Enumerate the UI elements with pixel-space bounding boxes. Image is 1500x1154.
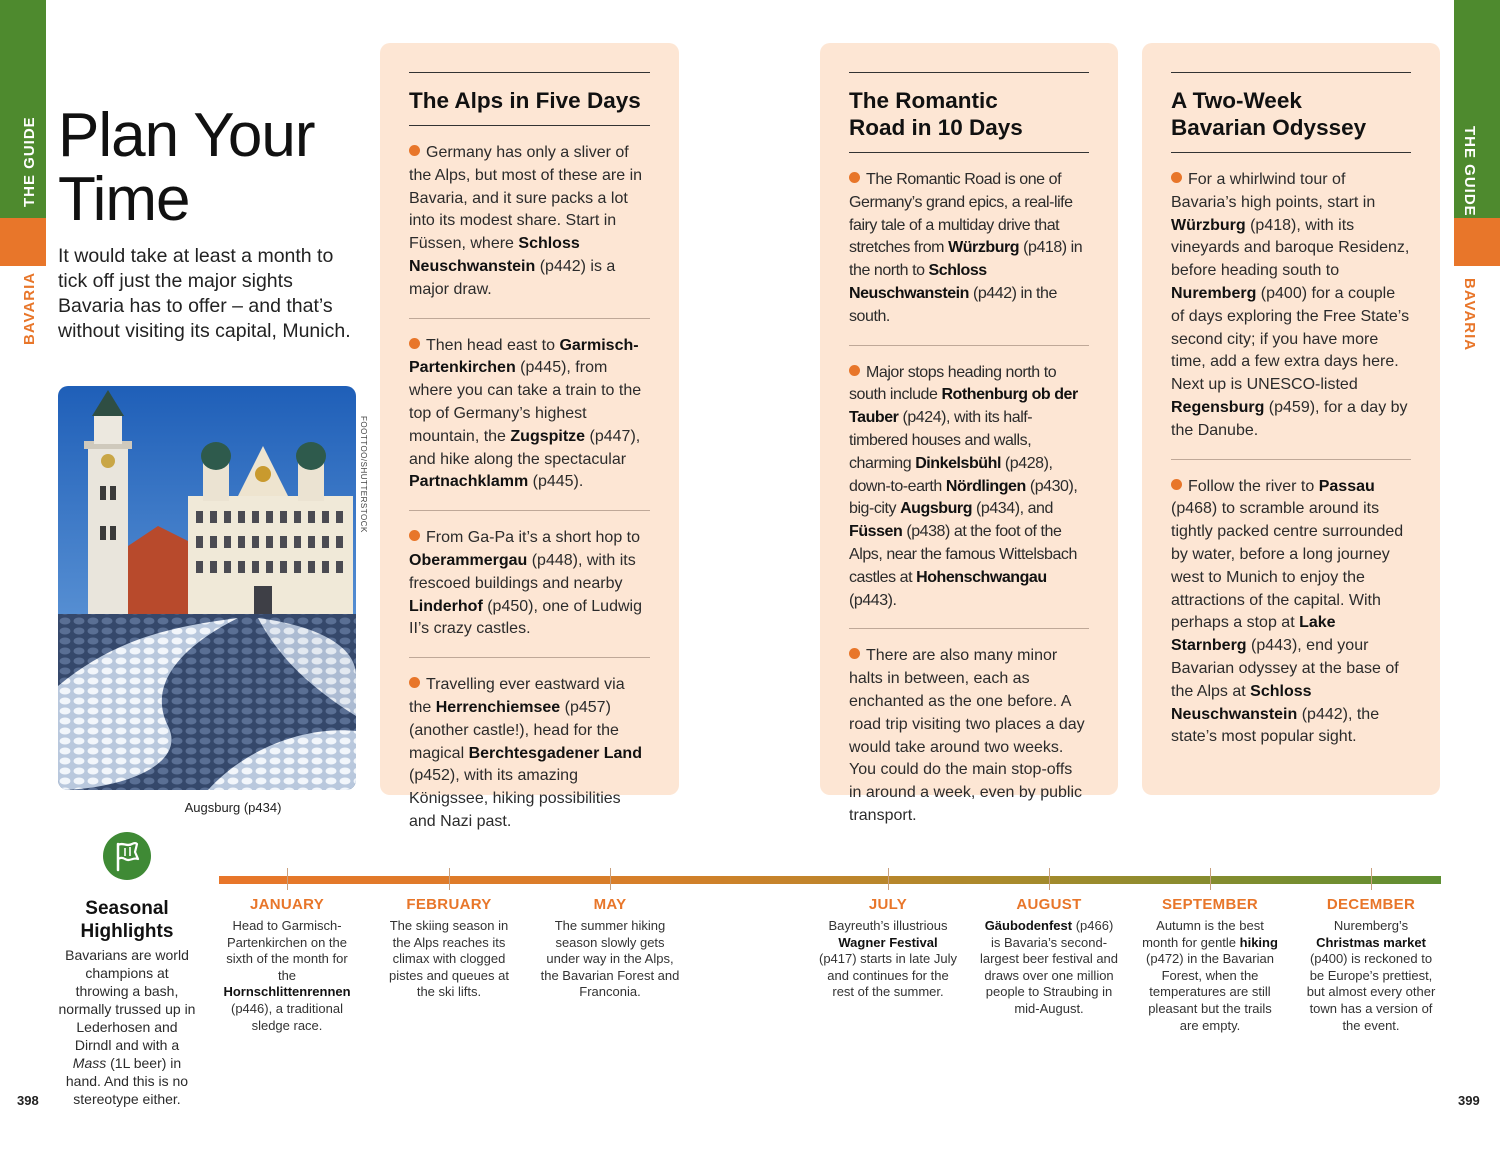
month-name: MAY bbox=[593, 896, 627, 913]
card-romantic-title: The Romantic Road in 10 Days bbox=[849, 72, 1089, 153]
page-number-right: 399 bbox=[1458, 1093, 1480, 1108]
seasonal-title: Seasonal Highlights bbox=[80, 898, 174, 942]
left-section-tab bbox=[0, 218, 46, 266]
timeline-tick bbox=[888, 868, 889, 890]
timeline-tick bbox=[1210, 868, 1211, 890]
photo-credit: FOOTTOO/SHUTTERSTOCK bbox=[359, 416, 368, 533]
card-alps-para-2: Then head east to Garmisch-Partenkirchen (p445), from where you can take a train to the top of Germany’s highest mountain, the Zugspitze (p447), and hike along the spectacular Partnachklamm (p445). bbox=[409, 319, 650, 512]
month-name: JULY bbox=[868, 896, 908, 913]
card-bavarian-odyssey bbox=[1142, 43, 1440, 795]
left-guide-label: THE GUIDE bbox=[21, 116, 38, 207]
bullet-icon bbox=[409, 145, 420, 156]
left-section-label: BAVARIA bbox=[21, 271, 38, 345]
month-text: Bayreuth’s illustrious Wagner Festival (p417) starts in late July and continues for the rest of the summer. bbox=[818, 918, 957, 1000]
card-romantic-para-3: There are also many minor halts in between, each as enchanted as the one before. A road trip visiting two places a day would take around two weeks. You could do the main stop-offs in around a week, even by public transport. bbox=[849, 647, 1085, 824]
bullet-icon bbox=[1171, 479, 1182, 490]
month-may bbox=[540, 896, 680, 1001]
timeline-tick bbox=[449, 868, 450, 890]
month-february bbox=[379, 896, 519, 1001]
card-odyssey-title: A Two-Week Bavarian Odyssey bbox=[1171, 72, 1411, 153]
month-name: AUGUST bbox=[1016, 896, 1082, 913]
month-name: DECEMBER bbox=[1326, 896, 1416, 913]
month-text: Autumn is the best month for gentle hiking (p472) in the Bavarian Forest, when the temperatures are still pleasant but the trails are empty. bbox=[1142, 918, 1278, 1033]
bullet-icon bbox=[409, 677, 420, 688]
month-text: The skiing season in the Alps reaches its climax with clogged pistes and queues at the ski lifts. bbox=[389, 918, 509, 1000]
month-text: The summer hiking season slowly gets under way in the Alps, the Bavarian Forest and Franconia. bbox=[540, 918, 680, 1000]
card-alps-para-4: Travelling ever eastward via the Herrenchiemsee (p457) (another castle!), head for the magical Berchtesgadener Land (p452), with its amazing Königssee, hiking possibilities and Nazi past. bbox=[409, 676, 642, 830]
month-september bbox=[1140, 896, 1280, 1034]
card-alps-para-3: From Ga-Pa it’s a short hop to Oberammergau (p448), with its frescoed buildings and nearby Linderhof (p450), one of Ludwig II’s crazy castles. bbox=[409, 511, 650, 658]
month-text: Head to Garmisch-Partenkirchen on the sixth of the month for the Hornschlittenrennen (p446), a traditional sledge race. bbox=[223, 918, 351, 1033]
month-name: SEPTEMBER bbox=[1161, 896, 1259, 913]
card-alps-title: The Alps in Five Days bbox=[409, 72, 650, 126]
month-name: FEBRUARY bbox=[406, 896, 492, 913]
augsburg-photo bbox=[58, 386, 356, 790]
right-section-label: BAVARIA bbox=[1461, 278, 1478, 352]
page-title-line2: Time bbox=[58, 165, 190, 234]
card-odyssey-para-1: For a whirlwind tour of Bavaria’s high points, start in Würzburg (p418), with its vineyards and baroque Residenz, before heading south to Nuremberg (p400) for a couple of days exploring the Free State’s second city; if you have more time, add a few extra days here. Next up is UNESCO-listed Regensburg (p459), for a day by the Danube. bbox=[1171, 153, 1411, 460]
card-romantic-para-1: The Romantic Road is one of Germany’s grand epics, a real-life fairy tale of a multiday drive that stretches from Würzburg (p418) in the north to Schloss Neuschwanstein (p442) in the south. bbox=[849, 153, 1089, 346]
month-name: JANUARY bbox=[249, 896, 325, 913]
right-guide-label: THE GUIDE bbox=[1461, 126, 1478, 217]
photo-caption: Augsburg (p434) bbox=[184, 800, 282, 815]
timeline-tick bbox=[287, 868, 288, 890]
month-january bbox=[217, 896, 357, 1034]
bullet-icon bbox=[1171, 172, 1182, 183]
bullet-icon bbox=[409, 530, 420, 541]
bullet-icon bbox=[409, 338, 420, 349]
month-december bbox=[1301, 896, 1441, 1034]
page-title bbox=[58, 101, 315, 234]
bullet-icon bbox=[849, 648, 860, 659]
card-alps-para-1: Germany has only a sliver of the Alps, but most of these are in Bavaria, and it sure packs a lot into its modest share. Start in Füssen, where Schloss Neuschwanstein (p442) is a major draw. bbox=[409, 126, 650, 319]
month-text: Gäubodenfest (p466) is Bavaria’s second-largest beer festival and draws over one million people to Straubing in mid-August. bbox=[979, 918, 1119, 1016]
right-section-tab bbox=[1454, 218, 1500, 266]
month-august bbox=[979, 896, 1119, 1018]
flag-icon bbox=[103, 832, 151, 880]
month-text: Nuremberg’s Christmas market (p400) is reckoned to be Europe’s prettiest, but almost every other town has a version of the event. bbox=[1306, 918, 1436, 1033]
timeline-tick bbox=[1049, 868, 1050, 890]
card-alps bbox=[380, 43, 679, 830]
augsburg-photo-illustration bbox=[58, 386, 356, 790]
card-romantic-road bbox=[820, 43, 1118, 824]
bullet-icon bbox=[849, 365, 860, 376]
page-number-left: 398 bbox=[17, 1093, 39, 1108]
timeline-tick bbox=[1371, 868, 1372, 890]
intro-text: It would take at least a month to tick off just the major sights Bavaria has to offer – and that’s without visiting its capital, Munich. bbox=[58, 245, 351, 342]
month-july bbox=[818, 896, 958, 1001]
card-romantic-para-2: Major stops heading north to south include Rothenburg ob der Tauber (p424), with its half-timbered houses and walls, charming Dinkelsbühl (p428), down-to-earth Nördlingen (p430), big-city Augsburg (p434), and Füssen (p438) at the foot of the Alps, near the famous Wittelsbach castles at Hohenschwangau (p443). bbox=[849, 346, 1089, 630]
seasonal-text: Bavarians are world champions at throwing a bash, normally trussed up in Lederhosen and Dirndl and with a Mass (1L beer) in hand. And this is no stereotype either. bbox=[58, 947, 196, 1107]
page-title-line1: Plan Your bbox=[58, 101, 315, 170]
timeline-bar bbox=[219, 876, 1441, 884]
bullet-icon bbox=[849, 172, 860, 183]
card-odyssey-para-2: Follow the river to Passau (p468) to scramble around its tightly packed centre surrounded by water, before a long journey west to Munich to enjoy the attractions of the capital. With perhaps a stop at Lake Starnberg (p443), end your Bavarian odyssey at the base of the Alps at Schloss Neuschwanstein (p442), the state’s most popular sight. bbox=[1171, 477, 1404, 746]
timeline-tick bbox=[610, 868, 611, 890]
